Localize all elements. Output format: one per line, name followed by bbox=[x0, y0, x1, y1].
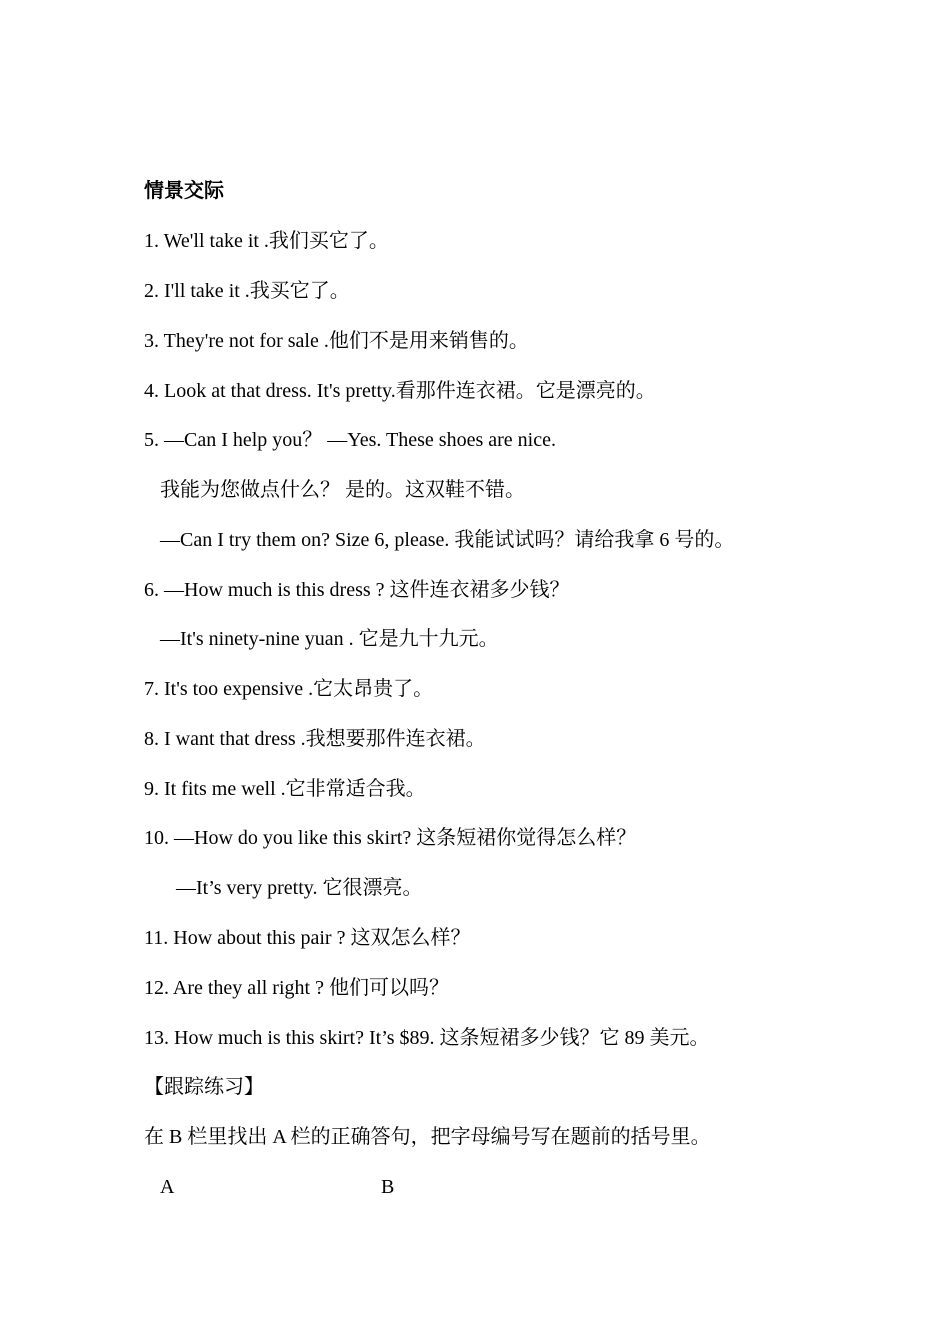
column-a-label: A bbox=[160, 1176, 175, 1198]
phrase-line: 1. We'll take it .我们买它了。 bbox=[144, 230, 389, 252]
practice-instruction: 在 B 栏里找出 A 栏的正确答句，把字母编号写在题前的括号里。 bbox=[144, 1126, 711, 1148]
phrase-translation: 我能为您做点什么？ 是的。这双鞋不错。 bbox=[160, 479, 525, 501]
phrase-line: 7. It's too expensive .它太昂贵了。 bbox=[144, 678, 434, 700]
phrase-line: 12. Are they all right ? 他们可以吗？ bbox=[144, 977, 449, 999]
phrase-line: 13. How much is this skirt? It’s $89. 这条短裙多少钱？它 89 美元。 bbox=[144, 1027, 710, 1049]
phrase-line: 5. —Can I help you？ —Yes. These shoes are nice. bbox=[144, 429, 556, 451]
phrase-line: 6. —How much is this dress ? 这件连衣裙多少钱？ bbox=[144, 579, 570, 601]
phrase-line: 2. I'll take it .我买它了。 bbox=[144, 280, 350, 302]
phrase-line: —It’s very pretty. 它很漂亮。 bbox=[176, 877, 423, 899]
phrase-line: 8. I want that dress .我想要那件连衣裙。 bbox=[144, 728, 486, 750]
section-heading: 情景交际 bbox=[144, 180, 224, 202]
phrase-line: —It's ninety-nine yuan . 它是九十九元。 bbox=[160, 628, 499, 650]
practice-title: 【跟踪练习】 bbox=[144, 1076, 264, 1098]
column-b-label: B bbox=[381, 1176, 395, 1198]
phrase-line: 10. —How do you like this skirt? 这条短裙你觉得怎么样？ bbox=[144, 827, 637, 849]
phrase-line: —Can I try them on? Size 6, please. 我能试试吗？请给我拿 6 号的。 bbox=[160, 529, 735, 551]
phrase-line: 9. It fits me well .它非常适合我。 bbox=[144, 778, 426, 800]
phrase-line: 3. They're not for sale .他们不是用来销售的。 bbox=[144, 330, 529, 352]
phrase-line: 11. How about this pair ? 这双怎么样？ bbox=[144, 927, 471, 949]
phrase-line: 4. Look at that dress. It's pretty.看那件连衣裙。它是漂亮的。 bbox=[144, 380, 656, 402]
